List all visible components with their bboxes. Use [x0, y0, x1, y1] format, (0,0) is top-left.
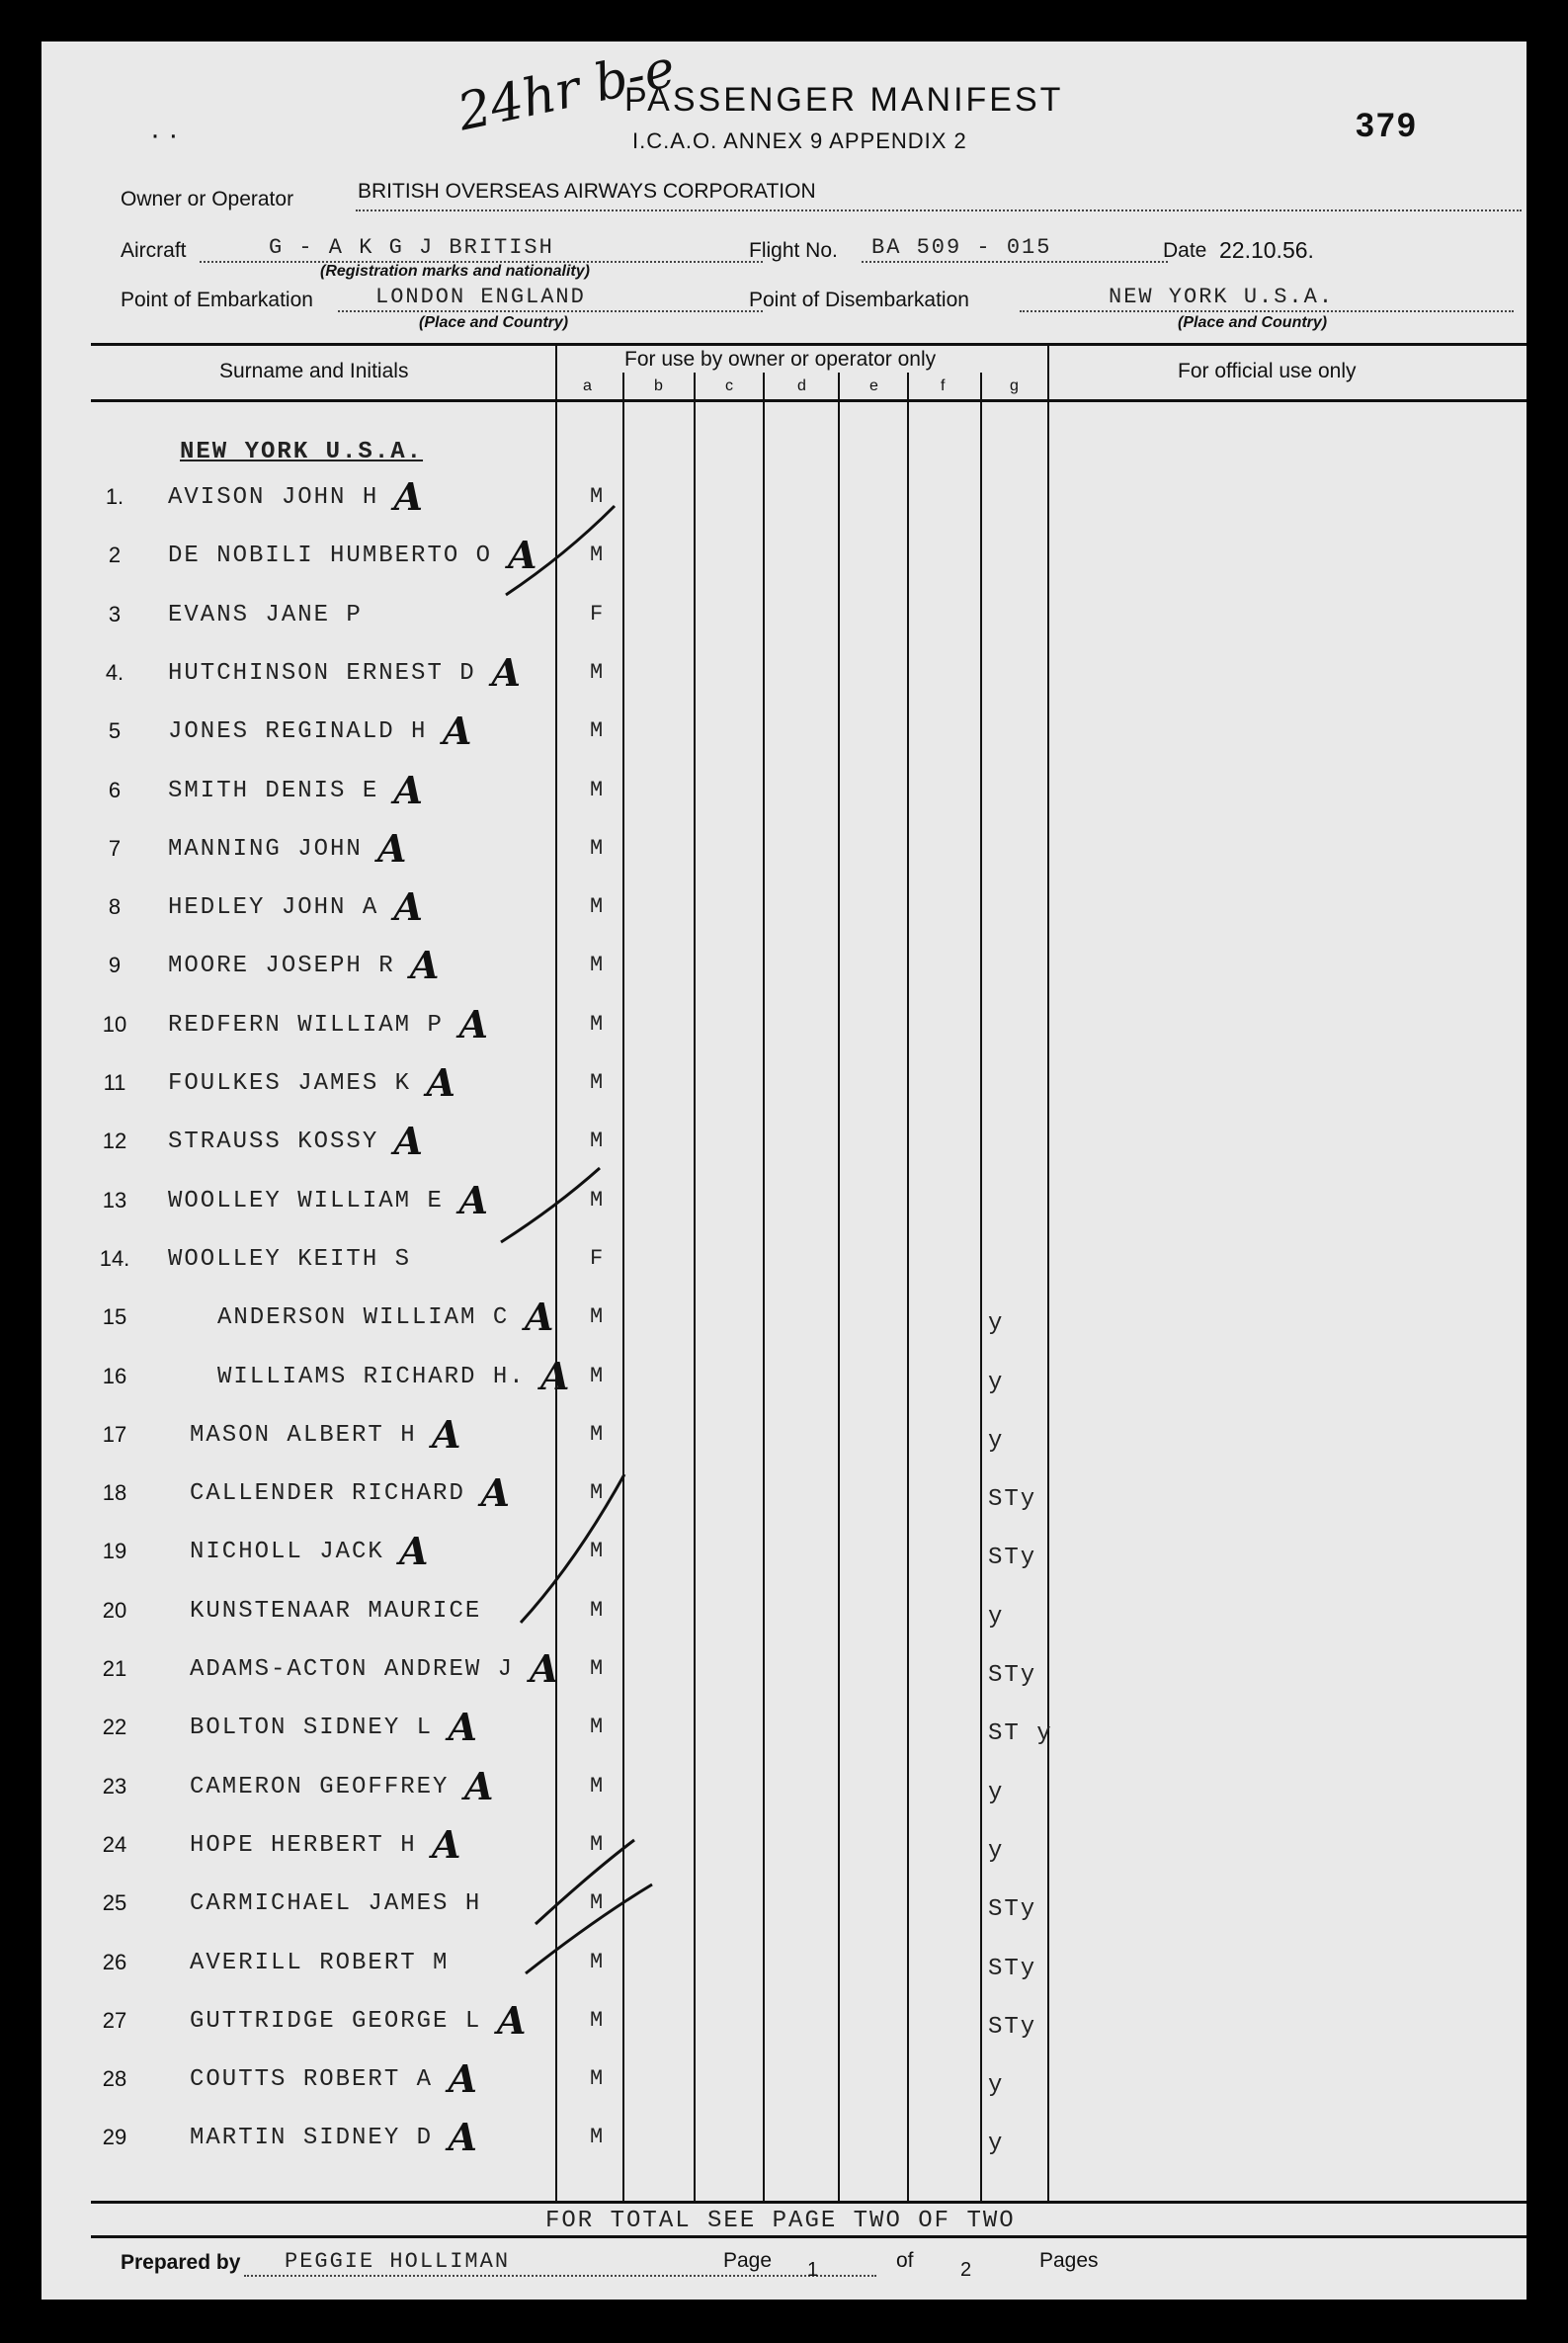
passenger-name: BOLTON SIDNEY L	[190, 1715, 434, 1741]
date-value: 22.10.56.	[1219, 237, 1314, 263]
passenger-name: CARMICHAEL JAMES H	[190, 1890, 482, 1917]
row-number: 7	[108, 836, 122, 861]
sex-value: M	[590, 2125, 606, 2149]
sex-value: M	[590, 1890, 606, 1915]
column-letter-c: c	[725, 377, 733, 394]
row-number: 15	[102, 1304, 127, 1329]
owner-value: BRITISH OVERSEAS AIRWAYS CORPORATION	[358, 180, 816, 203]
column-g-value: y	[988, 1838, 1005, 1865]
handwritten-mark: A	[393, 474, 423, 519]
column-g-value: STy	[988, 1662, 1037, 1689]
handwritten-mark: A	[540, 1354, 570, 1398]
row-number: 6	[108, 778, 122, 802]
row-number: 4.	[105, 660, 124, 685]
owner-use-column-header: For use by owner or operator only	[624, 348, 937, 371]
row-number: 19	[102, 1539, 127, 1563]
handwritten-mark: A	[448, 1705, 477, 1749]
check-mark	[506, 506, 615, 595]
row-number: 13	[102, 1188, 127, 1213]
row-number: 5	[108, 718, 122, 743]
row-number: 26	[102, 1950, 127, 1974]
column-letter-b: b	[654, 377, 663, 394]
of-label: of	[896, 2249, 914, 2272]
column-g-value: y	[988, 1428, 1005, 1455]
handwritten-mark: A	[426, 1060, 455, 1105]
sex-value: F	[590, 1246, 606, 1271]
passenger-name: HEDLEY JOHN A	[168, 894, 379, 921]
sex-value: M	[590, 1656, 606, 1681]
page-number-stamp: 379	[1356, 107, 1418, 144]
column-g-value: STy	[988, 1896, 1037, 1923]
handwritten-mark: A	[480, 1470, 510, 1515]
passenger-name: KUNSTENAAR MAURICE	[190, 1598, 482, 1625]
column-letter-g: g	[1010, 377, 1019, 394]
column-letter-e: e	[869, 377, 878, 394]
passenger-name: DE NOBILI HUMBERTO O	[168, 543, 493, 569]
official-use-column-header: For official use only	[1178, 360, 1357, 382]
sex-value: M	[590, 1950, 606, 1974]
handwritten-mark: A	[491, 650, 521, 695]
manifest-subtitle: I.C.A.O. ANNEX 9 APPENDIX 2	[632, 128, 967, 153]
passenger-name: STRAUSS KOSSY	[168, 1129, 379, 1155]
row-number: 16	[102, 1364, 127, 1388]
sex-value: M	[590, 778, 606, 802]
of-value: 2	[960, 2259, 972, 2281]
sex-value: M	[590, 1832, 606, 1857]
handwritten-mark: A	[448, 2056, 477, 2101]
row-number: 8	[108, 894, 122, 919]
passenger-name: FOULKES JAMES K	[168, 1070, 412, 1097]
sex-value: M	[590, 718, 606, 743]
row-number: 17	[102, 1422, 127, 1447]
sex-value: M	[590, 836, 606, 861]
sex-value: M	[590, 1715, 606, 1739]
handwritten-mark: A	[525, 1295, 554, 1339]
sex-value: M	[590, 894, 606, 919]
surname-column-header: Surname and Initials	[219, 360, 409, 382]
column-g-value: y	[988, 2131, 1005, 2157]
stray-marks: · ·	[150, 119, 179, 151]
column-g-value: STy	[988, 1486, 1037, 1513]
pages-label: Pages	[1039, 2249, 1099, 2272]
passenger-name: AVISON JOHN H	[168, 484, 379, 511]
sex-value: M	[590, 1304, 606, 1329]
passenger-name: WOOLLEY WILLIAM E	[168, 1188, 444, 1214]
passenger-name: JONES REGINALD H	[168, 718, 428, 745]
passenger-name: AVERILL ROBERT M	[190, 1950, 450, 1976]
handwritten-mark: A	[393, 884, 423, 929]
disembarkation-note: (Place and Country)	[1178, 314, 1328, 331]
passenger-name: CALLENDER RICHARD	[190, 1480, 465, 1507]
disembarkation-value: NEW YORK U.S.A.	[1109, 285, 1335, 309]
handwritten-mark: A	[458, 1002, 488, 1046]
row-number: 2	[108, 543, 122, 567]
total-note: FOR TOTAL SEE PAGE TWO OF TWO	[545, 2208, 1016, 2234]
passenger-name: CAMERON GEOFFREY	[190, 1774, 450, 1800]
handwritten-mark: A	[443, 709, 472, 753]
row-number: 29	[102, 2125, 127, 2149]
sex-value: M	[590, 2008, 606, 2033]
prepared-by-dotted-line	[244, 2275, 876, 2277]
sex-value: M	[590, 1012, 606, 1037]
sex-value: M	[590, 543, 606, 567]
sex-value: M	[590, 1774, 606, 1799]
owner-label: Owner or Operator	[121, 188, 294, 210]
manifest-title: PASSENGER MANIFEST	[624, 81, 1064, 119]
section-heading: NEW YORK U.S.A.	[180, 439, 424, 465]
handwritten-mark: A	[508, 533, 537, 577]
passenger-name: HUTCHINSON ERNEST D	[168, 660, 476, 687]
column-letter-d: d	[797, 377, 806, 394]
row-number: 1.	[105, 484, 124, 509]
handwritten-mark: A	[448, 2115, 477, 2159]
flight-label: Flight No.	[749, 239, 838, 262]
prepared-by-label: Prepared by	[121, 2251, 241, 2274]
column-letter-a: a	[583, 377, 592, 394]
aircraft-note: (Registration marks and nationality)	[320, 263, 590, 280]
row-number: 11	[103, 1070, 126, 1095]
passenger-name: MARTIN SIDNEY D	[190, 2125, 434, 2151]
passenger-name: ANDERSON WILLIAM C	[217, 1304, 510, 1331]
passenger-name: NICHOLL JACK	[190, 1539, 384, 1565]
handwritten-mark: A	[497, 1998, 527, 2043]
handwritten-mark: A	[432, 1412, 461, 1457]
sex-value: M	[590, 1539, 606, 1563]
column-g-value: STy	[988, 2014, 1037, 2041]
handwritten-mark: A	[530, 1646, 559, 1691]
check-mark	[521, 1474, 624, 1623]
column-g-value: y	[988, 1604, 1005, 1631]
row-number: 24	[102, 1832, 127, 1857]
passenger-name: MANNING JOHN	[168, 836, 363, 863]
passenger-name: MASON ALBERT H	[190, 1422, 417, 1449]
handwritten-mark: A	[393, 1119, 423, 1163]
aircraft-value: G - A K G J BRITISH	[269, 235, 554, 260]
embarkation-value: LONDON ENGLAND	[375, 285, 586, 309]
embarkation-note: (Place and Country)	[419, 314, 569, 331]
handwritten-mark: A	[377, 826, 407, 871]
row-number: 18	[102, 1480, 127, 1505]
row-number: 20	[102, 1598, 127, 1623]
passenger-name: EVANS JANE P	[168, 602, 363, 628]
column-g-value: STy	[988, 1956, 1037, 1982]
disembarkation-label: Point of Disembarkation	[749, 289, 969, 311]
row-number: 12	[102, 1129, 127, 1153]
handwritten-mark: A	[410, 943, 440, 987]
row-number: 14.	[99, 1246, 130, 1271]
sex-value: M	[590, 484, 606, 509]
sex-value: M	[590, 953, 606, 977]
check-mark	[501, 1168, 600, 1242]
page-label: Page	[723, 2249, 773, 2272]
check-mark	[536, 1840, 634, 1924]
sex-value: M	[590, 1598, 606, 1623]
sex-value: M	[590, 1129, 606, 1153]
sex-value: M	[590, 660, 606, 685]
passenger-name: REDFERN WILLIAM P	[168, 1012, 444, 1039]
sex-value: M	[590, 1364, 606, 1388]
sex-value: M	[590, 1188, 606, 1213]
row-number: 27	[102, 2008, 127, 2033]
passenger-name: WILLIAMS RICHARD H.	[217, 1364, 526, 1390]
sex-value: M	[590, 1422, 606, 1447]
date-label: Date	[1163, 239, 1207, 262]
row-number: 23	[102, 1774, 127, 1799]
sex-value: M	[590, 1070, 606, 1095]
page-value: 1	[807, 2259, 819, 2281]
column-g-value: STy	[988, 1545, 1037, 1571]
column-g-value: ST y	[988, 1720, 1053, 1747]
prepared-by-value: PEGGIE HOLLIMAN	[285, 2249, 511, 2274]
row-number: 9	[108, 953, 122, 977]
row-number: 28	[102, 2066, 127, 2091]
row-number: 21	[102, 1656, 127, 1681]
column-g-value: y	[988, 2072, 1005, 2099]
manifest-sheet	[41, 39, 1527, 2300]
check-mark	[526, 1884, 652, 1973]
sex-value: M	[590, 2066, 606, 2091]
column-letter-f: f	[941, 377, 946, 394]
check-marks	[41, 39, 1527, 2300]
passenger-name: COUTTS ROBERT A	[190, 2066, 434, 2093]
column-g-value: y	[988, 1780, 1005, 1806]
handwritten-mark: A	[399, 1529, 429, 1573]
row-number: 22	[102, 1715, 127, 1739]
row-number: 10	[102, 1012, 127, 1037]
passenger-name: SMITH DENIS E	[168, 778, 379, 804]
passenger-name: WOOLLEY KEITH S	[168, 1246, 412, 1273]
passenger-name: HOPE HERBERT H	[190, 1832, 417, 1859]
row-number: 25	[102, 1890, 127, 1915]
row-number: 3	[108, 602, 122, 627]
passenger-name: ADAMS-ACTON ANDREW J	[190, 1656, 515, 1683]
aircraft-label: Aircraft	[121, 239, 187, 262]
handwritten-mark: A	[458, 1178, 488, 1222]
sex-value: M	[590, 1480, 606, 1505]
embarkation-label: Point of Embarkation	[121, 289, 313, 311]
passenger-name: GUTTRIDGE GEORGE L	[190, 2008, 482, 2035]
column-g-value: y	[988, 1370, 1005, 1396]
flight-value: BA 509 - 015	[871, 235, 1052, 260]
sex-value: F	[590, 602, 606, 627]
handwritten-mark: A	[432, 1822, 461, 1867]
handwritten-annotation: 24hr b-e	[453, 39, 681, 143]
handwritten-mark: A	[393, 768, 423, 812]
passenger-name: MOORE JOSEPH R	[168, 953, 395, 979]
column-g-value: y	[988, 1310, 1005, 1337]
handwritten-mark: A	[464, 1764, 494, 1808]
